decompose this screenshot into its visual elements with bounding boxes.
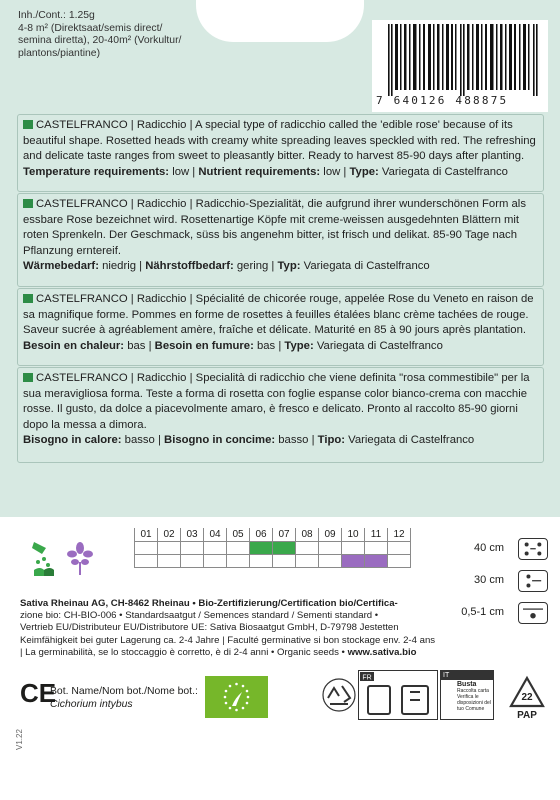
green-square-icon [23, 294, 33, 303]
plant-spacing-value: 30 cm [474, 574, 504, 586]
harvest-cell [273, 554, 296, 567]
content-line: plantons/piantine) [18, 47, 101, 59]
company-line: Keimfähigkeit bei guter Lagerung ca. 2-4 Jahre | Faculté germinative si bon stockage env. 2-4 ans [20, 634, 436, 646]
content-line: semina diretta), 20-40m² (Vorkultur/ [18, 35, 182, 47]
calendar-month: 10 [342, 528, 365, 541]
spec-value: Variegata di Castelfranco [313, 339, 443, 352]
growing-calendar [134, 528, 411, 568]
harvest-cell [181, 554, 204, 567]
triman-sorting-icon [358, 670, 438, 720]
text-block-french [17, 288, 544, 366]
spec-value: basso | [275, 434, 318, 447]
calendar-month: 03 [181, 528, 204, 541]
spec-label: Temperature requirements: [23, 165, 170, 178]
green-square-icon [23, 120, 33, 129]
spec-value: gering | [233, 260, 278, 273]
spec-value: Variegata di Castelfranco [345, 434, 475, 447]
spec-label: Typ: [277, 260, 301, 273]
sowing-cell [342, 541, 365, 554]
barcode-area [372, 20, 548, 112]
description: CASTELFRANCO | Radicchio | Specialità di radicchio che viene definita "rosa commestibile" per la sua meravigliosa forma. Teste a forma di rosetta con foglie espanse color bianco-crema con macchie rosse. Il gusto, da dolce a piacevolmente amaro, è fresco e delicato. Pronto al raccolto 85-90 giorni dopo la messa a dimora. [23, 372, 530, 431]
sowing-cell [204, 541, 227, 554]
it-label: IT [441, 671, 493, 680]
harvest-cell [204, 554, 227, 567]
description: CASTELFRANCO | Radicchio | A special type of radicchio called the 'edible rose' because of its beautiful shape. Rosetted heads with creamy white spreading leaves speckled with red. The refreshing and delicate taste ranges from sweet to pleasantly bitter. Ready to harvest 85-90 days after planting. [23, 119, 536, 163]
version-code: V1.22 [15, 729, 24, 750]
sowing-depth-value: 0,5-1 cm [461, 606, 504, 618]
sowing-cell [158, 541, 181, 554]
row-spacing-icon [518, 538, 548, 560]
hang-hole [196, 0, 364, 42]
spec-value: bas | [124, 339, 155, 352]
busta-note: Verifica le disposizioni del tuo Comune [457, 694, 491, 712]
barcode-icon [388, 24, 538, 96]
busta-title: Busta [457, 681, 477, 688]
paper-collection-label [440, 670, 494, 720]
spec-value: low | [320, 165, 350, 178]
pap-recycling-icon [505, 674, 549, 720]
spec-value: basso | [121, 434, 165, 447]
sowing-cell [250, 541, 273, 554]
botanical-label: Bot. Name/Nom bot./Nome bot.: [50, 686, 198, 697]
sowing-cell [319, 541, 342, 554]
website-link[interactable]: www.sativa.bio [347, 646, 417, 658]
harvest-cell [365, 554, 388, 567]
spec-value: Variegata di Castelfranco [300, 260, 430, 273]
harvest-cell [227, 554, 250, 567]
green-square-icon [23, 199, 33, 208]
calendar-month: 01 [135, 528, 158, 541]
sowing-cell [135, 541, 158, 554]
botanical-value: Cichorium intybus [50, 699, 133, 710]
company-info [20, 598, 450, 659]
spec-label: Type: [284, 339, 314, 352]
sowing-cell [273, 541, 296, 554]
content-line: 4-8 m² (Direktsaat/semis direct/ [18, 22, 163, 34]
company-line: | La germinabilità, se lo stoccaggio è corretto, è di 2-4 anni • Organic seeds • [20, 646, 348, 658]
content-line: Inh./Cont.: 1.25g [18, 10, 95, 21]
calendar-month: 09 [319, 528, 342, 541]
calendar-month: 05 [227, 528, 250, 541]
calendar-month: 04 [204, 528, 227, 541]
flower-icon [64, 540, 96, 576]
spec-label: Besoin en fumure: [154, 339, 254, 352]
spec-value: low | [169, 165, 199, 178]
company-line: Sativa Rheinau AG, CH-8462 Rheinau • Bio-Zertifizierung/Certification bio/Certifica- [20, 598, 398, 609]
content-info [18, 10, 196, 60]
harvest-cell [296, 554, 319, 567]
calendar-month: 08 [296, 528, 319, 541]
text-block-german [17, 193, 544, 287]
description: CASTELFRANCO | Radicchio | Spécialité de chicorée rouge, appelée Rose du Veneto en raison de sa magnifique forme. Pommes en forme de rosettes à feuilles étalées blanc crème tachées de rouge. Saveur sucrée à agréablement amère, fraîche et délicate. Maturité en 85 à 90 jours après plantation. [23, 293, 534, 337]
ce-mark: CE [20, 678, 57, 708]
fr-label: FR [362, 674, 372, 682]
sowing-cell [227, 541, 250, 554]
spec-label: Bisogno in concime: [164, 434, 276, 447]
text-block-english [17, 114, 544, 192]
sowing-depth-icon [518, 602, 548, 624]
text-block-italian [17, 367, 544, 463]
harvest-cell [135, 554, 158, 567]
spec-label: Nährstoffbedarf: [145, 260, 234, 273]
sowing-cell [388, 541, 411, 554]
sowing-cell [181, 541, 204, 554]
eu-organic-leaf-icon [205, 676, 268, 718]
calendar-month: 06 [250, 528, 273, 541]
sowing-icon [30, 540, 58, 580]
sowing-cell [296, 541, 319, 554]
company-line: Vertrieb EU/Distributeur EU/Distributore UE: Sativa Biosaatgut GmbH, D-79798 Jestetten [20, 622, 399, 634]
spec-value: bas | [253, 339, 285, 352]
spec-label: Type: [349, 165, 379, 178]
recycling-icon [320, 676, 358, 714]
harvest-cell [342, 554, 365, 567]
spec-value: Variegata di Castelfranco [378, 165, 508, 178]
plant-spacing-icon [518, 570, 548, 592]
spec-value: niedrig | [98, 260, 146, 273]
harvest-cell [319, 554, 342, 567]
spec-label: Wärmebedarf: [23, 260, 99, 273]
company-line: zione bio: CH-BIO-006 • Standardsaatgut / Semences standard / Sementi standard • [20, 610, 379, 622]
harvest-cell [388, 554, 411, 567]
busta-subtitle: Raccolta carta [457, 688, 489, 694]
sowing-cell [365, 541, 388, 554]
spec-label: Bisogno in calore: [23, 434, 122, 447]
calendar-month: 02 [158, 528, 181, 541]
description: CASTELFRANCO | Radicchio | Radicchio-Spezialität, die aufgrund ihrer wunderschönen Form als essbare Rose bezeichnet wird. Rosettenartige Köpfe mit creme-weissen ausgedehnten Blättern mit roten Sprenkeln. Der Geschmack, süss bis angenehm bitter, ist frisch und delikat. 85-90 Tage nach Pflanzung erntereif. [23, 198, 526, 257]
spec-label: Nutrient requirements: [198, 165, 321, 178]
barcode-number: 7 640126 488875 [376, 94, 509, 107]
harvest-cell [250, 554, 273, 567]
spec-label: Besoin en chaleur: [23, 339, 125, 352]
spec-label: Tipo: [317, 434, 346, 447]
botanical-name [50, 685, 198, 711]
packet-header [0, 0, 560, 112]
row-spacing-value: 40 cm [474, 542, 504, 554]
calendar-month: 12 [388, 528, 411, 541]
harvest-cell [158, 554, 181, 567]
calendar-month: 07 [273, 528, 296, 541]
pap-number: 22 [521, 692, 533, 703]
calendar-month: 11 [365, 528, 388, 541]
green-square-icon [23, 373, 33, 382]
pap-label: PAP [517, 710, 537, 720]
